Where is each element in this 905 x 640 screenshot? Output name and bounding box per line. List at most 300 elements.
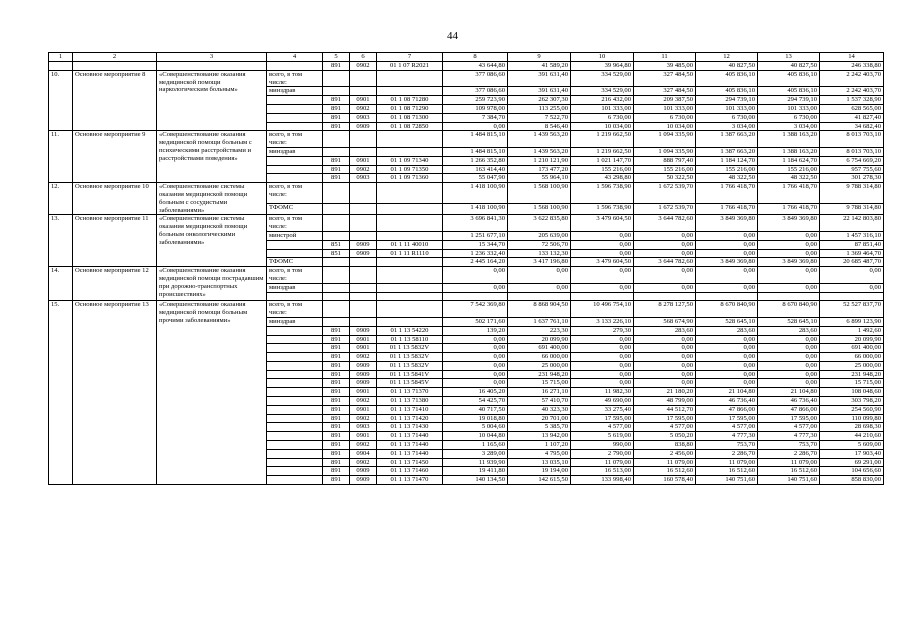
table-cell: 4 577,00 (696, 423, 758, 432)
table-cell: 16 512,60 (758, 467, 820, 476)
table-cell: 891 (323, 326, 350, 335)
table-cell: 851 (323, 240, 350, 249)
table-cell: 3 289,00 (443, 449, 508, 458)
table-cell: 528 645,10 (696, 317, 758, 326)
table-cell: 0901 (350, 432, 377, 441)
table-cell: 0,00 (758, 370, 820, 379)
table-cell: 25 000,00 (820, 361, 884, 370)
table-cell: 01 1 13 5832V (377, 344, 443, 353)
event-description: «Совершенствование системы оказания медицинской помощи больным онкологическими заболеваниями» (157, 215, 267, 267)
table-cell: 46 736,40 (696, 397, 758, 406)
table-cell: 01 1 08 71280 (377, 96, 443, 105)
table-cell: 851 (323, 249, 350, 258)
table-cell: 15 715,00 (820, 379, 884, 388)
table-cell: 0909 (350, 361, 377, 370)
table-cell: 01 1 09 71360 (377, 174, 443, 183)
table-row (49, 267, 884, 284)
table-cell: 0,00 (634, 379, 696, 388)
table-cell: 1 266 352,80 (443, 156, 508, 165)
table-cell (350, 231, 377, 240)
event-name: Основное мероприятие 12 (73, 267, 157, 301)
table-cell (323, 215, 350, 232)
table-cell: 891 (323, 113, 350, 122)
table-cell: 66 000,00 (820, 353, 884, 362)
table-cell: 0903 (350, 113, 377, 122)
table-cell: 39 485,00 (634, 62, 696, 71)
table-cell (350, 70, 377, 87)
table-cell: 0,00 (571, 361, 634, 370)
event-description: «Совершенствование оказания медицинской помощи наркологическим больным» (157, 70, 267, 131)
empty-cell (157, 62, 267, 71)
table-cell: 3 644 782,60 (634, 215, 696, 232)
table-cell: 0,00 (443, 283, 508, 292)
table-cell: 0,00 (758, 240, 820, 249)
table-cell: 1 439 563,20 (508, 147, 571, 156)
table-cell: 48 322,50 (758, 174, 820, 183)
table-cell: 3 479 604,50 (571, 215, 634, 232)
table-cell: 0,00 (758, 249, 820, 258)
table-cell: 1 219 662,50 (571, 147, 634, 156)
table-cell: 1 094 335,90 (634, 147, 696, 156)
table-cell: 8 546,40 (508, 122, 571, 131)
table-cell: 0903 (350, 423, 377, 432)
executor-label (267, 335, 323, 344)
table-cell: 303 798,20 (820, 397, 884, 406)
table-cell: 891 (323, 62, 350, 71)
table-cell: 957 755,60 (820, 165, 884, 174)
table-cell: 1 387 663,20 (696, 147, 758, 156)
table-cell (350, 267, 377, 284)
executor-label: всего, в том числе: (267, 183, 323, 204)
table-cell: 9 788 314,80 (820, 204, 884, 215)
table-cell: 0,00 (696, 283, 758, 292)
table-cell: 01 1 13 71420 (377, 414, 443, 423)
table-cell: 405 836,10 (758, 87, 820, 96)
table-cell: 72 506,70 (508, 240, 571, 249)
table-cell: 0901 (350, 388, 377, 397)
table-cell: 0902 (350, 104, 377, 113)
executor-label (267, 449, 323, 458)
table-cell: 838,80 (634, 441, 696, 450)
table-cell: 17 595,00 (571, 414, 634, 423)
executor-label (267, 122, 323, 131)
table-cell: 3 479 604,50 (571, 258, 634, 267)
table-cell: 4 577,00 (758, 423, 820, 432)
table-cell: 1 236 332,40 (443, 249, 508, 258)
executor-label: минздрав (267, 147, 323, 156)
table-cell: 1 184 624,70 (758, 156, 820, 165)
empty-cell (73, 62, 157, 71)
table-cell: 0,00 (634, 267, 696, 284)
table-cell (323, 231, 350, 240)
table-cell (820, 292, 884, 301)
table-cell: 16 512,60 (634, 467, 696, 476)
table-cell: 9 788 314,80 (820, 183, 884, 204)
table-cell: 7 542 369,80 (443, 301, 508, 318)
executor-label: всего, в том числе: (267, 267, 323, 284)
table-cell: 109 978,00 (443, 104, 508, 113)
table-cell: 1 596 738,90 (571, 183, 634, 204)
table-cell: 0,00 (634, 231, 696, 240)
table-cell: 110 099,80 (820, 414, 884, 423)
table-cell: 0909 (350, 370, 377, 379)
table-cell: 0,00 (696, 240, 758, 249)
table-cell: 6 730,00 (571, 113, 634, 122)
table-cell: 0,00 (696, 379, 758, 388)
executor-label (267, 467, 323, 476)
table-cell: 0,00 (634, 240, 696, 249)
event-description: «Совершенствование оказания медицинской помощи пострадавшим при дорожно-транспортных происшествиях» (157, 267, 267, 301)
table-cell: 0902 (350, 165, 377, 174)
executor-label: минздрав (267, 283, 323, 292)
executor-label (267, 292, 323, 301)
table-cell: 405 836,10 (696, 87, 758, 96)
table-cell: 8 278 127,50 (634, 301, 696, 318)
table-cell: 11 982,30 (571, 388, 634, 397)
table-cell: 2 242 403,70 (820, 87, 884, 96)
column-number-row (49, 53, 884, 62)
table-cell: 3 034,00 (696, 122, 758, 131)
executor-label (267, 458, 323, 467)
table-cell: 0,00 (758, 267, 820, 284)
executor-label (267, 397, 323, 406)
table-cell: 0,00 (443, 370, 508, 379)
table-cell: 19 411,80 (443, 467, 508, 476)
executor-label (267, 113, 323, 122)
table-cell: 15 344,70 (443, 240, 508, 249)
table-cell: 54 425,70 (443, 397, 508, 406)
table-cell: 301 278,30 (820, 174, 884, 183)
table-cell: 139,20 (443, 326, 508, 335)
table-cell: 753,70 (758, 441, 820, 450)
column-number: 1 (49, 53, 73, 62)
table-cell: 1 568 100,90 (508, 204, 571, 215)
table-cell: 2 445 164,20 (443, 258, 508, 267)
table-cell: 1 492,60 (820, 326, 884, 335)
table-cell: 209 387,50 (634, 96, 696, 105)
table-cell: 502 171,60 (443, 317, 508, 326)
executor-label (267, 361, 323, 370)
table-cell: 0,00 (571, 240, 634, 249)
table-cell (350, 258, 377, 267)
table-cell: 891 (323, 414, 350, 423)
table-cell (350, 131, 377, 148)
table-cell: 223,30 (508, 326, 571, 335)
table-cell: 01 1 13 71440 (377, 441, 443, 450)
table-cell: 0,00 (696, 335, 758, 344)
table-cell: 21 180,20 (634, 388, 696, 397)
table-cell: 01 1 13 71460 (377, 467, 443, 476)
table-cell: 2 286,70 (696, 449, 758, 458)
table-cell: 101 333,00 (634, 104, 696, 113)
table-cell: 0,00 (571, 249, 634, 258)
table-cell: 4 577,00 (634, 423, 696, 432)
executor-label (267, 165, 323, 174)
table-cell: 0904 (350, 449, 377, 458)
table-cell: 3 696 841,30 (443, 215, 508, 232)
table-cell: 377 086,60 (443, 70, 508, 87)
table-cell: 1 094 335,90 (634, 131, 696, 148)
table-cell (377, 267, 443, 284)
table-cell: 3 849 369,80 (696, 258, 758, 267)
table-cell: 3 034,00 (758, 122, 820, 131)
table-cell (377, 283, 443, 292)
executor-label (267, 174, 323, 183)
table-cell: 17 595,00 (758, 414, 820, 423)
table-cell: 891 (323, 423, 350, 432)
executor-label (267, 326, 323, 335)
table-cell: 891 (323, 441, 350, 450)
table-cell (323, 258, 350, 267)
table-cell: 5 609,00 (820, 441, 884, 450)
table-cell: 4 777,30 (758, 432, 820, 441)
table-cell: 01 1 11 40010 (377, 240, 443, 249)
table-cell: 0902 (350, 353, 377, 362)
table-cell: 891 (323, 388, 350, 397)
table-cell (377, 301, 443, 318)
table-cell: 231 948,20 (820, 370, 884, 379)
table-cell: 101 333,00 (571, 104, 634, 113)
table-cell: 48 322,50 (696, 174, 758, 183)
executor-label (267, 414, 323, 423)
table-cell: 691 400,00 (508, 344, 571, 353)
table-cell: 47 866,00 (758, 405, 820, 414)
table-cell: 01 1 13 71470 (377, 476, 443, 485)
table-cell (758, 292, 820, 301)
table-cell: 283,60 (634, 326, 696, 335)
executor-label (267, 240, 323, 249)
table-cell: 0901 (350, 156, 377, 165)
table-cell: 10 034,00 (571, 122, 634, 131)
table-cell: 327 484,50 (634, 87, 696, 96)
table-cell: 55 964,10 (508, 174, 571, 183)
table-cell: 01 1 09 71340 (377, 156, 443, 165)
table-cell: 1 388 163,20 (758, 131, 820, 148)
table-cell: 17 595,00 (696, 414, 758, 423)
table-cell: 691 400,00 (820, 344, 884, 353)
table-cell: 1 537 328,90 (820, 96, 884, 105)
table-cell: 20 685 487,70 (820, 258, 884, 267)
table-cell: 568 674,90 (634, 317, 696, 326)
column-number: 9 (508, 53, 571, 62)
table-cell: 1 766 418,70 (758, 204, 820, 215)
table-cell: 0902 (350, 441, 377, 450)
column-number: 8 (443, 53, 508, 62)
table-cell (377, 317, 443, 326)
table-cell: 0,00 (634, 283, 696, 292)
table-cell (323, 204, 350, 215)
table-cell: 294 739,10 (696, 96, 758, 105)
table-cell: 3 133 226,10 (571, 317, 634, 326)
table-cell: 858 830,00 (820, 476, 884, 485)
table-cell: 0,00 (508, 267, 571, 284)
table-cell: 5 004,60 (443, 423, 508, 432)
table-cell: 0,00 (634, 335, 696, 344)
table-row (49, 215, 884, 232)
table-cell: 41 827,40 (820, 113, 884, 122)
table-cell: 140 751,60 (758, 476, 820, 485)
table-cell: 405 836,10 (696, 70, 758, 87)
table-cell: 01 1 08 71290 (377, 104, 443, 113)
executor-label (267, 405, 323, 414)
table-cell (377, 183, 443, 204)
table-cell: 104 656,60 (820, 467, 884, 476)
table-cell: 891 (323, 174, 350, 183)
table-cell: 21 104,80 (758, 388, 820, 397)
table-cell: 140 134,50 (443, 476, 508, 485)
empty-cell (49, 62, 73, 71)
table-cell: 0,00 (696, 361, 758, 370)
table-cell (350, 317, 377, 326)
executor-label: минстрой (267, 231, 323, 240)
table-cell: 0,00 (443, 344, 508, 353)
table-cell: 15 715,00 (508, 379, 571, 388)
table-cell: 0901 (350, 344, 377, 353)
executor-label: ТФОМС (267, 258, 323, 267)
table-cell: 7 522,70 (508, 113, 571, 122)
table-cell: 0909 (350, 122, 377, 131)
table-cell (323, 301, 350, 318)
table-cell: 43 298,80 (571, 174, 634, 183)
table-cell: 231 948,20 (508, 370, 571, 379)
column-number: 12 (696, 53, 758, 62)
table-cell: 0,00 (634, 370, 696, 379)
table-cell (634, 292, 696, 301)
table-cell: 33 275,40 (571, 405, 634, 414)
table-cell: 1 210 121,90 (508, 156, 571, 165)
table-cell: 0,00 (758, 361, 820, 370)
table-cell: 1 766 418,70 (696, 183, 758, 204)
table-cell: 5 385,70 (508, 423, 571, 432)
table-cell: 283,60 (696, 326, 758, 335)
table-cell: 13 035,10 (508, 458, 571, 467)
table-cell (323, 131, 350, 148)
table-cell: 6 754 669,20 (820, 156, 884, 165)
table-cell: 6 730,00 (696, 113, 758, 122)
table-cell: 43 644,80 (443, 62, 508, 71)
executor-label: минздрав (267, 317, 323, 326)
table-cell: 628 565,00 (820, 104, 884, 113)
table-cell: 0,00 (443, 267, 508, 284)
table-cell: 1 457 316,10 (820, 231, 884, 240)
table-cell: 44 512,70 (634, 405, 696, 414)
table-cell: 0909 (350, 326, 377, 335)
column-number: 14 (820, 53, 884, 62)
table-cell: 1 596 738,90 (571, 204, 634, 215)
table-cell: 20 099,90 (508, 335, 571, 344)
table-cell: 990,00 (571, 441, 634, 450)
table-cell: 6 730,00 (634, 113, 696, 122)
table-cell: 753,70 (696, 441, 758, 450)
table-cell: 19 194,00 (508, 467, 571, 476)
executor-label: всего, в том числе: (267, 131, 323, 148)
executor-label (267, 249, 323, 258)
table-cell: 0909 (350, 379, 377, 388)
table-cell (377, 70, 443, 87)
table-cell: 891 (323, 458, 350, 467)
table-cell: 0902 (350, 414, 377, 423)
table-cell: 101 333,00 (758, 104, 820, 113)
table-cell (323, 70, 350, 87)
table-cell: 8 013 703,10 (820, 131, 884, 148)
executor-label (267, 476, 323, 485)
table-cell: 0,00 (696, 267, 758, 284)
executor-label (267, 388, 323, 397)
table-cell: 0,00 (508, 283, 571, 292)
table-cell: 0902 (350, 397, 377, 406)
table-cell (377, 231, 443, 240)
table-cell: 20 701,00 (508, 414, 571, 423)
table-cell: 0,00 (443, 122, 508, 131)
table-cell: 327 484,50 (634, 70, 696, 87)
table-cell (323, 87, 350, 96)
table-cell: 891 (323, 379, 350, 388)
column-number: 5 (323, 53, 350, 62)
table-cell: 01 1 13 5832V (377, 361, 443, 370)
table-cell: 11 939,90 (443, 458, 508, 467)
table-cell: 21 104,80 (696, 388, 758, 397)
table-cell: 1 766 418,70 (696, 204, 758, 215)
table-cell (377, 131, 443, 148)
table-cell: 0,00 (571, 231, 634, 240)
table-cell: 0,00 (571, 344, 634, 353)
table-cell: 0,00 (571, 379, 634, 388)
table-cell: 16 513,00 (571, 467, 634, 476)
table-cell: 0909 (350, 467, 377, 476)
table-cell (377, 258, 443, 267)
table-cell: 1 672 539,70 (634, 204, 696, 215)
table-cell: 8 670 840,90 (758, 301, 820, 318)
page-number: 44 (447, 30, 458, 42)
table-cell: 0,00 (820, 283, 884, 292)
table-cell: 133 132,30 (508, 249, 571, 258)
table-cell: 8 868 904,50 (508, 301, 571, 318)
executor-label (267, 104, 323, 113)
table-cell: 0,00 (696, 353, 758, 362)
table-cell: 1 021 147,70 (571, 156, 634, 165)
table-cell (323, 317, 350, 326)
column-number: 13 (758, 53, 820, 62)
table-cell: 49 690,00 (571, 397, 634, 406)
table-cell: 891 (323, 397, 350, 406)
column-number: 3 (157, 53, 267, 62)
column-number: 10 (571, 53, 634, 62)
table-cell: 0,00 (571, 353, 634, 362)
table-cell: 16 512,60 (696, 467, 758, 476)
table-cell: 0901 (350, 96, 377, 105)
executor-label (267, 353, 323, 362)
table-cell: 891 (323, 122, 350, 131)
table-cell (323, 183, 350, 204)
table-cell: 1 484 815,10 (443, 147, 508, 156)
table-cell: 1 388 163,20 (758, 147, 820, 156)
table-cell: 391 631,40 (508, 70, 571, 87)
table-cell: 891 (323, 370, 350, 379)
table-cell: 891 (323, 156, 350, 165)
table-cell: 52 527 837,70 (820, 301, 884, 318)
row-number: 12. (49, 183, 73, 215)
table-cell: 0901 (350, 335, 377, 344)
table-cell (508, 292, 571, 301)
table-cell: 155 216,00 (696, 165, 758, 174)
executor-label: всего, в том числе: (267, 215, 323, 232)
table-cell: 891 (323, 96, 350, 105)
table-cell: 891 (323, 104, 350, 113)
table-cell: 50 322,50 (634, 174, 696, 183)
table-cell: 46 736,40 (758, 397, 820, 406)
table-cell: 0,00 (443, 335, 508, 344)
table-cell: 1 107,20 (508, 441, 571, 450)
